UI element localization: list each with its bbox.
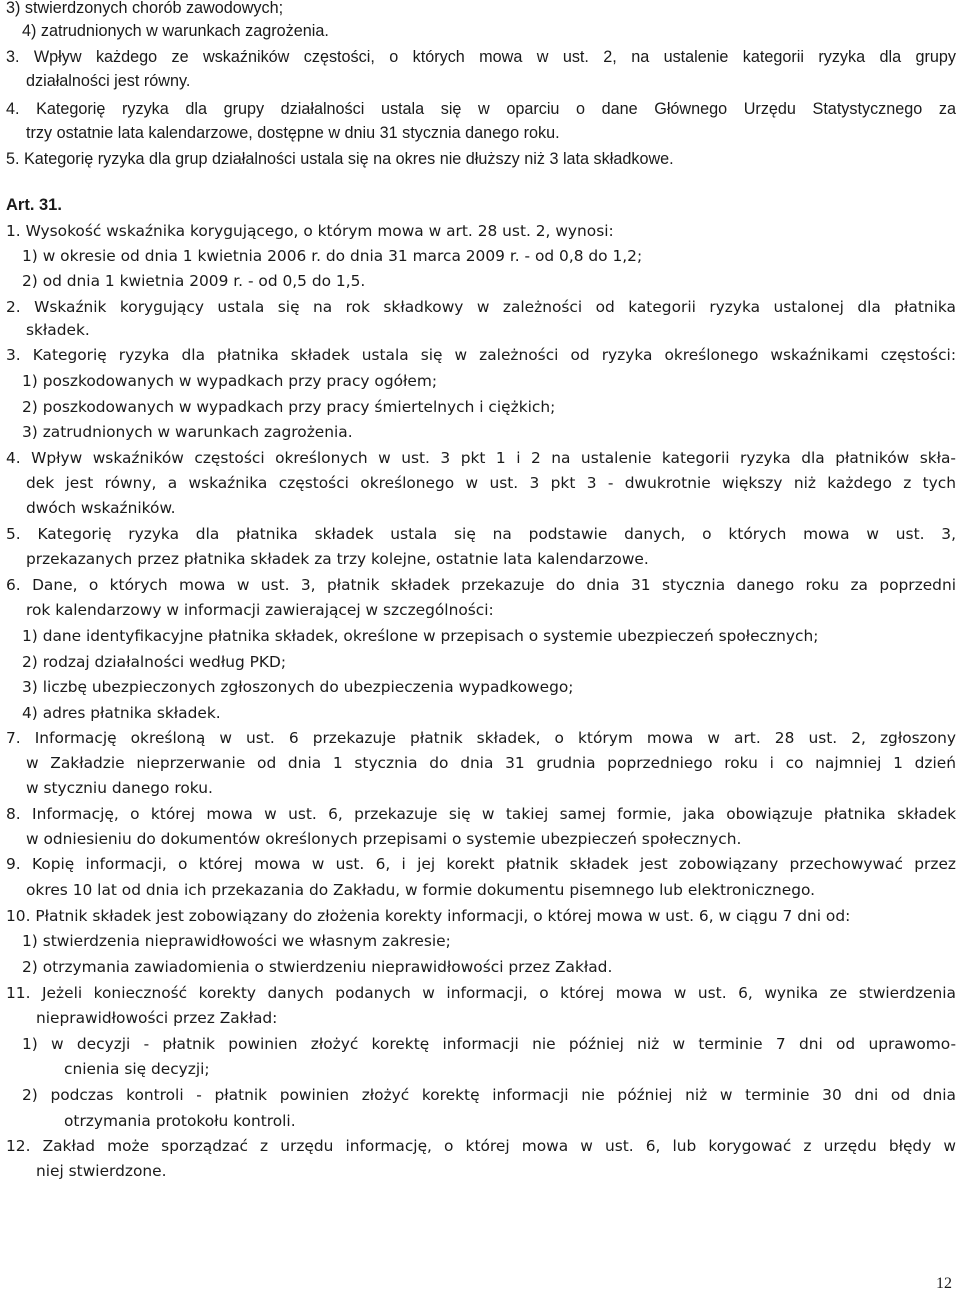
text-line: 12. Zakład może sporządzać z urzędu informację, o której mowa w ust. 6, lub korygować z urzędu błędy w <box>6 1137 956 1155</box>
text-line: 5. Kategorię ryzyka dla grup działalności ustala się na okres nie dłuższy niż 3 lata składkowe. <box>6 150 674 168</box>
text-line: w styczniu danego roku. <box>26 779 213 797</box>
text-line: 9. Kopię informacji, o której mowa w ust. 6, i jej korekt płatnik składek jest zobowiązany przechowywać przez <box>6 855 956 873</box>
text-line: 4) adres płatnika składek. <box>22 704 221 722</box>
text-line: 4) zatrudnionych w warunkach zagrożenia. <box>22 22 329 40</box>
text-line: dwóch wskaźników. <box>26 499 176 517</box>
text-line: 1) w decyzji - płatnik powinien złożyć korektę informacji nie później niż w terminie 7 dni od uprawomo- <box>22 1035 956 1053</box>
text-line: 3) stwierdzonych chorób zawodowych; <box>6 0 284 17</box>
text-line: dek jest równy, a wskaźnika częstości określonego w ust. 3 pkt 3 - dwukrotnie większy niż każdego z tych <box>26 474 956 492</box>
text-line: 3) zatrudnionych w warunkach zagrożenia. <box>22 423 353 441</box>
text-line: otrzymania protokołu kontroli. <box>64 1112 296 1130</box>
text-line: 2) otrzymania zawiadomienia o stwierdzeniu nieprawidłowości przez Zakład. <box>22 958 613 976</box>
text-line: 7. Informację określoną w ust. 6 przekazuje płatnik składek, o którym mowa w art. 28 ust. 2, zgłoszony <box>6 729 956 747</box>
text-line: 3) liczbę ubezpieczonych zgłoszonych do ubezpieczenia wypadkowego; <box>22 678 574 696</box>
text-line: 2) rodzaj działalności według PKD; <box>22 653 287 671</box>
text-line: 2) od dnia 1 kwietnia 2009 r. - od 0,5 do 1,5. <box>22 272 366 290</box>
text-line: w Zakładzie nieprzerwanie od dnia 1 stycznia do dnia 31 grudnia poprzedniego roku i co najmniej 1 dzień <box>26 754 956 772</box>
page-number: 12 <box>936 1275 952 1292</box>
text-line: 4. Wpływ wskaźników częstości określonych w ust. 3 pkt 1 i 2 na ustalenie kategorii ryzyka dla płatników skła- <box>6 449 956 467</box>
text-line: cnienia się decyzji; <box>64 1060 210 1078</box>
text-line: 3. Wpływ każdego ze wskaźników częstości, o których mowa w ust. 2, na ustalenie kategorii ryzyka dla grupy <box>6 48 956 66</box>
text-line: trzy ostatnie lata kalendarzowe, dostępne w dniu 31 stycznia danego roku. <box>26 124 560 142</box>
text-line: rok kalendarzowy w informacji zawierającej w szczególności: <box>26 601 494 619</box>
text-line: 3. Kategorię ryzyka dla płatnika składek ustala się w zależności od ryzyka określonego wskaźnikami częstości: <box>6 346 956 364</box>
text-line: 11. Jeżeli konieczność korekty danych podanych w informacji, o której mowa w ust. 6, wynika ze stwierdzenia <box>6 984 956 1002</box>
text-line: 1) poszkodowanych w wypadkach przy pracy ogółem; <box>22 372 438 390</box>
text-line: niej stwierdzone. <box>36 1162 167 1180</box>
text-line: nieprawidłowości przez Zakład: <box>36 1009 278 1027</box>
text-line: okres 10 lat od dnia ich przekazania do Zakładu, w formie dokumentu pisemnego lub elektronicznego. <box>26 881 816 899</box>
text-line: 6. Dane, o których mowa w ust. 3, płatnik składek przekazuje do dnia 31 stycznia danego roku za poprzedni <box>6 576 956 594</box>
text-line: przekazanych przez płatnika składek za trzy kolejne, ostatnie lata kalendarzowe. <box>26 550 649 568</box>
text-line: składek. <box>26 321 90 339</box>
text-line: 2. Wskaźnik korygujący ustala się na rok składkowy w zależności od kategorii ryzyka ustalonej dla płatnika <box>6 298 956 316</box>
text-line: 1) w okresie od dnia 1 kwietnia 2006 r. do dnia 31 marca 2009 r. - od 0,8 do 1,2; <box>22 247 643 265</box>
text-line: w odniesieniu do dokumentów określonych przepisami o systemie ubezpieczeń społecznych. <box>26 830 742 848</box>
text-line: 1. Wysokość wskaźnika korygującego, o którym mowa w art. 28 ust. 2, wynosi: <box>6 222 614 240</box>
text-line: 8. Informację, o której mowa w ust. 6, przekazuje się w takiej samej formie, jaka obowiązuje płatnika składek <box>6 805 956 823</box>
article-heading: Art. 31. <box>6 196 62 214</box>
text-line: 5. Kategorię ryzyka dla płatnika składek ustala się na podstawie danych, o których mowa w ust. 3, <box>6 525 956 543</box>
text-line: 1) stwierdzenia nieprawidłowości we własnym zakresie; <box>22 932 451 950</box>
text-line: działalności jest równy. <box>26 72 191 90</box>
text-line: 4. Kategorię ryzyka dla grupy działalności ustala się w oparciu o dane Głównego Urzędu Statystycznego za <box>6 100 956 118</box>
text-line: 2) poszkodowanych w wypadkach przy pracy śmiertelnych i ciężkich; <box>22 398 556 416</box>
text-line: 2) podczas kontroli - płatnik powinien złożyć korektę informacji nie później niż w terminie 30 dni od dnia <box>22 1086 956 1104</box>
text-line: 10. Płatnik składek jest zobowiązany do złożenia korekty informacji, o której mowa w ust. 6, w ciągu 7 dni od: <box>6 907 851 925</box>
text-line: 1) dane identyfikacyjne płatnika składek, określone w przepisach o systemie ubezpieczeń społecznych; <box>22 627 819 645</box>
